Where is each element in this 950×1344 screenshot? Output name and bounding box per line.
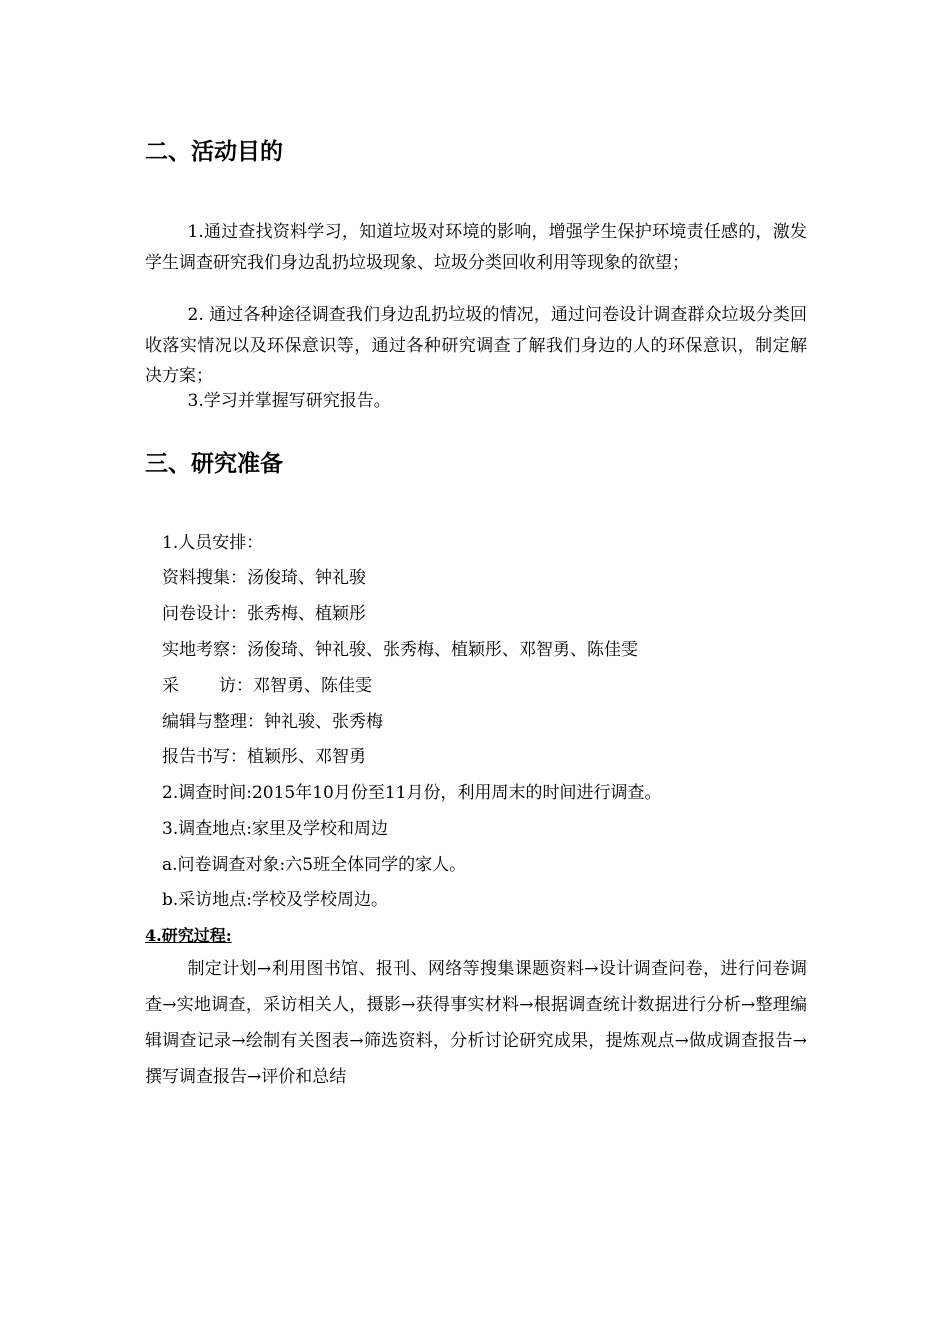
interview-names: 邓智勇、陈佳雯 — [253, 676, 372, 696]
survey-time: 2.调查时间:2015年10月份至11月份，利用周末的时间进行调查。 — [162, 783, 662, 803]
purpose-paragraph-3: 3.学习并掌握写研究报告。 — [187, 391, 391, 411]
staff-line-interview — [162, 674, 372, 698]
survey-place: 3.调查地点:家里及学校和周边 — [162, 819, 388, 839]
section-heading-purpose: 二、活动目的 — [145, 139, 283, 165]
process-paragraph: 制定计划→利用图书馆、报刊、网络等搜集课题资料→设计调查问卷，进行问卷调查→实地调查，采访相关人，摄影→获得事实材料→根据调查统计数据进行分析→整理编辑调查记录→绘制有关图表→筛选资料，分析讨论研究成果，提炼观点→做成调查报告→撰写调查报告→评价和总结 — [145, 959, 807, 1087]
survey-place-b: b.采访地点:学校及学校周边。 — [162, 890, 389, 910]
staff-line-report: 报告书写：植颖彤、邓智勇 — [162, 747, 366, 767]
survey-place-a: a.问卷调查对象:六5班全体同学的家人。 — [162, 855, 467, 875]
staff-arrangement-title: 1.人员安排： — [162, 533, 264, 553]
section-heading-preparation: 三、研究准备 — [145, 451, 283, 477]
interview-label-char-2: 访： — [219, 676, 253, 696]
staff-line-questionnaire: 问卷设计：张秀梅、植颖彤 — [162, 604, 366, 624]
purpose-paragraph-1: 1.通过查找资料学习，知道垃圾对环境的影响，增强学生保护环境责任感的，激发学生调查研究我们身边乱扔垃圾现象、垃圾分类回收利用等现象的欲望； — [145, 222, 807, 273]
process-heading: 4.研究过程: — [145, 926, 232, 945]
purpose-paragraph-2: 2. 通过各种途径调查我们身边乱扔垃圾的情况，通过问卷设计调查群众垃圾分类回收落实情况以及环保意识等，通过各种研究调查了解我们身边的人的环保意识，制定解决方案； — [145, 305, 807, 386]
staff-line-fieldwork: 实地考察：汤俊琦、钟礼骏、张秀梅、植颖彤、邓智勇、陈佳雯 — [162, 640, 638, 660]
staff-line-materials: 资料搜集：汤俊琦、钟礼骏 — [162, 568, 366, 588]
interview-label-char-1: 采 — [162, 676, 179, 696]
staff-line-editing: 编辑与整理：钟礼骏、张秀梅 — [162, 712, 383, 732]
